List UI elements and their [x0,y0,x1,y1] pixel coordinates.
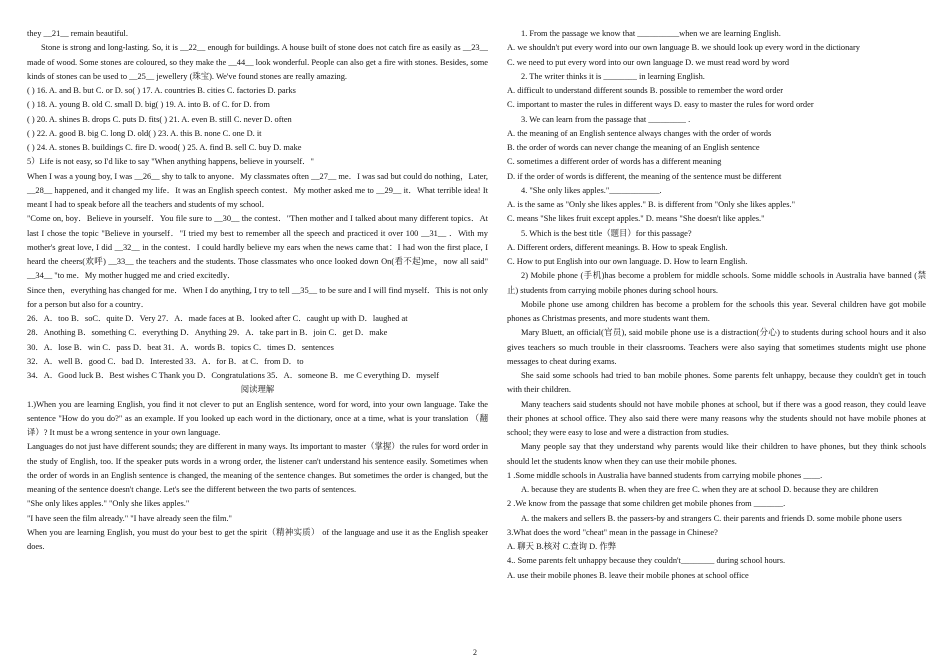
right-column-line: B. the order of words can never change the meaning of an English sentence [507,143,760,152]
right-column [507,27,926,583]
left-column-line: "Come on, boy．Believe in yourself．You file sure to __30__ the contest．"Then mother and I talked about many different topics．At last I chose the topic "Believe in yourself．"I tried my best to remember all the speech and practiced it over 100 __31__ ．With my mother's great love, I did __32__ in the contest．I could hardly believe my ears when the news came that：I had won the first place, I heard the cheers(欢呼) __33__ the teachers and the students. Those classmates who once looked down On(看不起)me，now all said" __34__ "to me．My mother hugged me and cried excitedly． [27,214,488,281]
right-column-line: Many teachers said students should not have mobile phones at school, but if there was a good reason, they could leave their phones at school office. They also said there were many reasons why the students should not have mobile phones at school; they were easy to lose and were a distraction from studies. [507,399,926,437]
left-column-line: Stone is strong and long-lasting. So, it is __22__ enough for buildings. A house built of stone does not catch fire as easily as __23__ made of wood. Some stones are coloured, so they make the __44__ look wonderful. People can also get a fire with stones. Besides, some kinds of stones can be used to __25__ jewellery (珠宝). We've found stones are really amazing. [27,43,488,81]
right-column-line: 2 .We know from the passage that some children get mobile phones from _______. [507,499,786,509]
page-number: 2 [473,648,477,657]
left-column-line: "She only likes apples." "Only she likes apples." [27,499,190,509]
right-column-line: D. if the order of words is different, the meaning of the sentence must be different [507,171,782,181]
left-column-line: ( ) 18. A. young B. old C. small D. big( ) 19. A. into B. of C. for D. from [27,100,270,110]
left-column-line: Since then，everything has changed for me．When I do anything, I try to tell __35__ to be sure and I will find myself．This is not only for a person but also for a country． [27,285,488,309]
left-column-line: "I have seen the film already." "I have already seen the film." [27,513,232,523]
left-column-line: 5）Life is not easy, so I'd like to say "When anything happens, believe in yourself．" [27,157,314,167]
left-column-line: they __21__ remain beautiful. [27,29,128,38]
right-column-line: 4. "She only likes apples."____________. [521,185,662,195]
right-column-line: Mary Bluett, an official(官员), said mobile phone use is a distraction(分心) to students during school hours and it also gives teachers so much trouble in their classrooms. Teachers were also saying that sometimes students might use phone messages to cheat during exams. [507,328,926,366]
left-column-line: 28．Anothing B．something C．everything D．Anything 29．A．take part in B．join C．get D．make [27,328,388,338]
right-column-line: A. Different orders, different meanings. B. How to speak English. [507,242,728,252]
left-column [27,27,488,554]
right-column-line: 2) Mobile phone (手机)has become a problem for middle schools. Some middle schools in Australia have banned (禁止) students from carrying mobile phones during school hours. [507,271,926,295]
right-column-line: A. the makers and sellers B. the passers-by and strangers C. their parents and friends D. some mobile phone users [521,513,902,523]
right-column-line: 1. From the passage we know that __________when we are learning English. [521,29,781,38]
left-column-line: ( ) 16. A. and B. but C. or D. so( ) 17. A. countries B. cities C. factories D. parks [27,86,296,95]
left-column-line: Languages do not just have different sounds; they are different in many ways. Its important to master（掌握）the rules for word order in the study of English, too. If the speaker puts words in a wrong order, the listener can't understand his sentence easily. Sometimes when the order of words in an English sentence is changed, the meaning of the sentence changes. But sometimes the order is changed, but the meaning of the sentence doesn't change. Let's see the different between the two parts of sentences. [27,442,488,494]
left-column-line: 30．A．lose B．win C．pass D．beat 31．A．words B．topics C．times D．sentences [27,342,334,352]
right-column-line: 3.What does the word "cheat" mean in the passage in Chinese? [507,527,718,537]
right-column-line: C. sometimes a different order of words has a different meaning [507,157,722,167]
right-column-line: C. we need to put every word into our own language D. we must read word by word [507,57,790,67]
left-column-line: ( ) 22. A. good B. big C. long D. old( ) 23. A. this B. none C. one D. it [27,128,262,138]
left-column-line: 34．A．Good luck B．Best wishes C Thank you D．Congratulations 35．A．someone B．me C everything D．myself [27,371,440,380]
right-column-line: 5. Which is the best title（题目）for this passage? [521,228,692,238]
left-column-line: When I was a young boy, I was __26__ shy to talk to anyone．My classmates often __27__ me．I was sad but could do nothing，Later, __28__ happened, and it changed my life．It was an English speech contest．My mother asked me to __29__ it．What terrible idea! It meant I had to speak before all the teachers and students of my school． [27,171,488,209]
left-column-line: 26．A．too B．soC．quite D．Very 27．A．made faces at B．looked after C．caught up with D．laughed at [27,314,408,323]
right-column-line: C. How to put English into our own language. D. How to learn English. [507,257,748,266]
right-column-line: A. 聊天 B.核对 C.查询 D. 作弊 [507,542,617,551]
right-column-line: A. is the same as "Only she likes apples." B. is different from "Only she likes apples." [507,200,795,209]
left-column-line: When you are learning English, you must do your best to get the spirit（精神实质） of the language and use it as the English speaker does. [27,527,488,551]
right-column-line: C. important to master the rules in different ways D. easy to master the rules for word order [507,100,814,110]
right-column-line: 3. We can learn from the passage that _________ . [521,114,691,124]
right-column-line: A. difficult to understand different sounds B. possible to remember the word order [507,86,784,95]
right-column-line: A. the meaning of an English sentence always changes with the order of words [507,128,772,138]
left-column-line: 阅读理解 [240,385,275,395]
right-column-line: Mobile phone use among children has become a problem for the schools this year. Several children have got mobile phones as Christmas presents, and more students want them. [507,299,926,323]
right-column-line: A. because they are students B. when they are free C. when they are at school D. because they are children [521,485,879,494]
right-column-line: Many people say that they understand why parents would like their children to have phones, but they think schools should let the students know when they can use their mobile phones. [507,442,926,466]
left-column-line: ( ) 20. A. shines B. drops C. puts D. fits( ) 21. A. even B. still C. never D. often [27,114,292,124]
left-column-line: 32．A．well B．good C．bad D．Interested 33．A．for B．at C．from D．to [27,356,304,366]
right-column-line: She said some schools had tried to ban mobile phones. Some parents felt unhappy, because they couldn't get in touch with their children. [507,371,926,395]
left-column-line: ( ) 24. A. stones B. buildings C. fire D. wood( ) 25. A. find B. sell C. buy D. make [27,143,302,152]
right-column-line: A. use their mobile phones B. leave their mobile phones at school office [507,570,749,580]
right-column-line: 4.. Some parents felt unhappy because they couldn't________ during school hours. [507,556,786,566]
right-column-line: C. means "She likes fruit except apples." D. means "She doesn't like apples." [507,214,765,224]
right-column-line: A. we shouldn't put every word into our own language B. we should look up every word in the dictionary [507,43,860,53]
right-column-line: 2. The writer thinks it is ________ in learning English. [521,71,705,81]
left-column-line: 1.)When you are learning English, you find it not clever to put an English sentence, word for word, into your own language. Take the sentence "How do you do?" as an example. If you looked up each word in the dictionary, once at a time, what is your translation （翻译）? It must be a wrong sentence in your own language. [27,399,488,437]
right-column-line: 1 .Some middle schools in Australia have banned students from carrying mobile phones ____. [507,470,823,480]
